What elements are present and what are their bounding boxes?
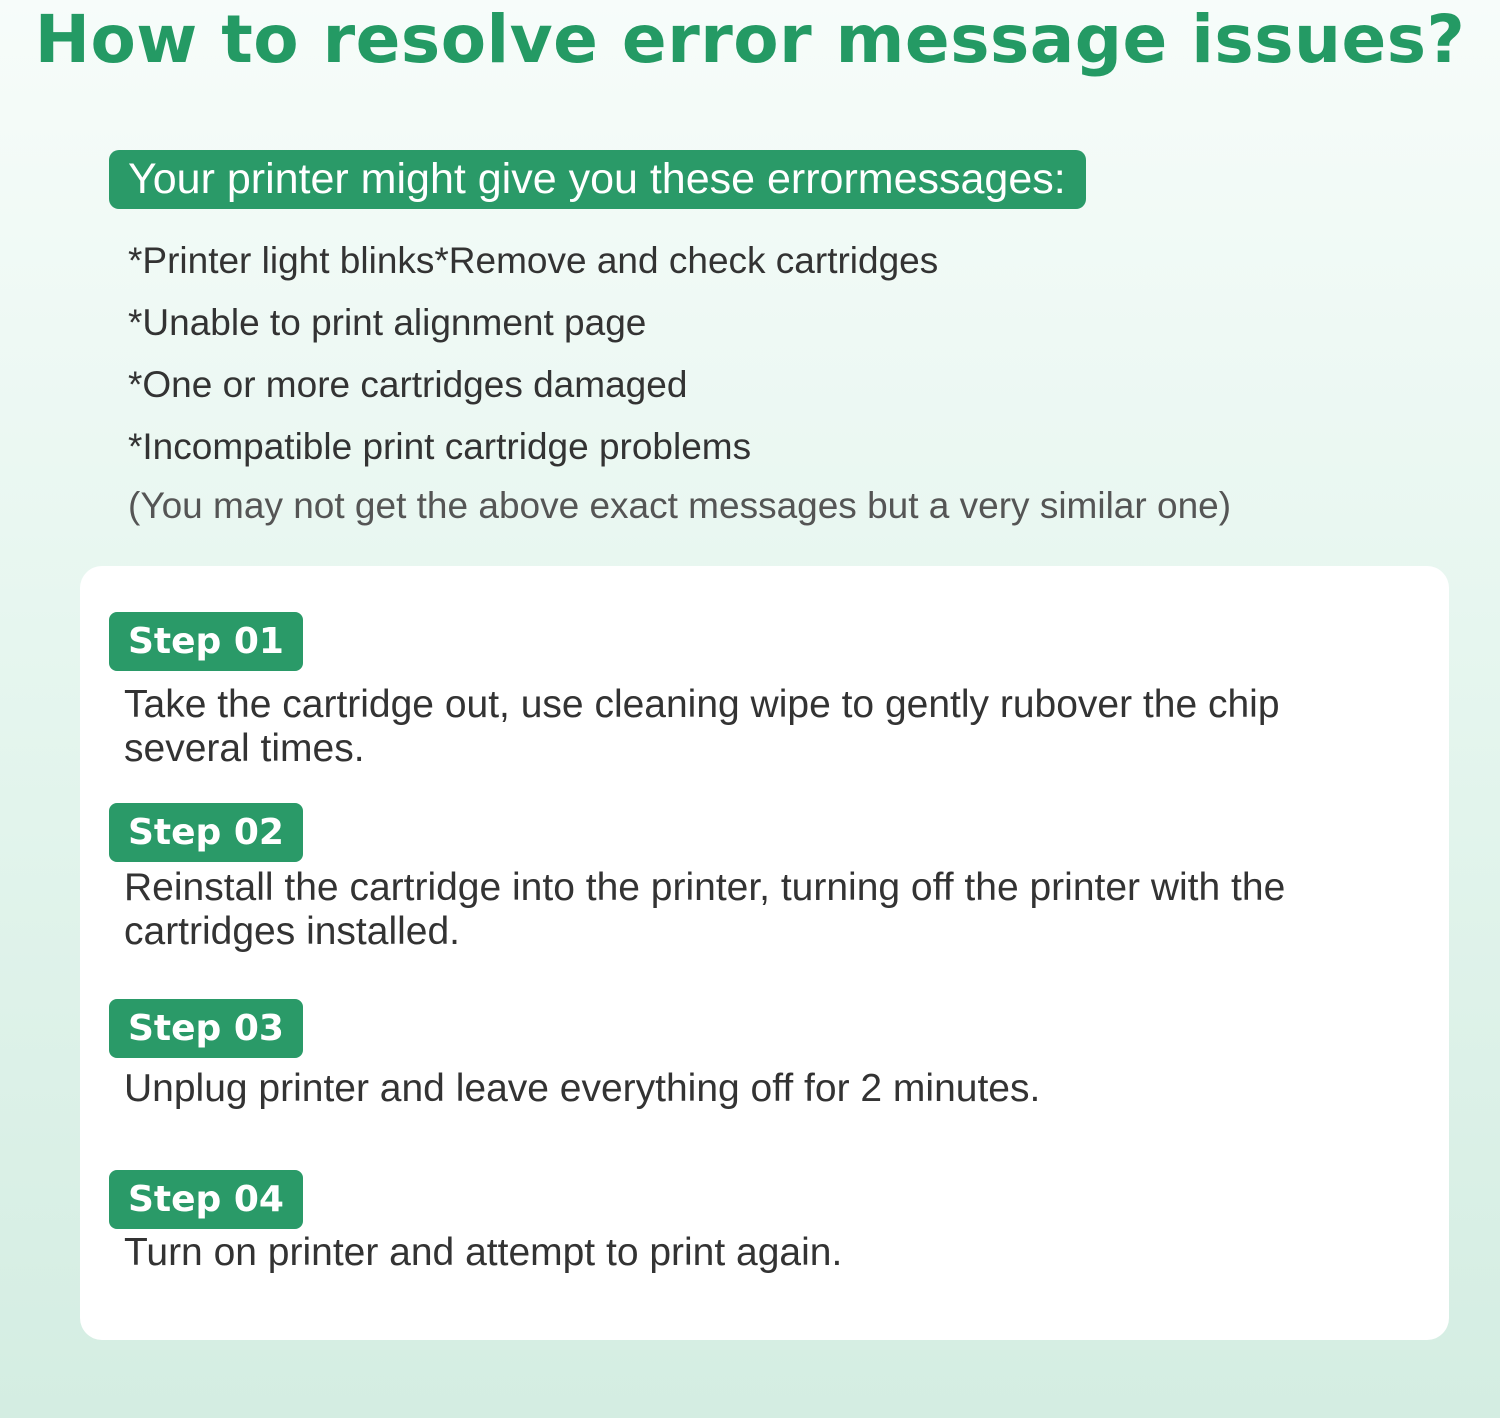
- error-message-item: *Unable to print alignment page: [128, 302, 647, 343]
- error-message-item: *One or more cartridges damaged: [128, 364, 688, 405]
- error-messages-header: Your printer might give you these errormessages:: [109, 150, 1086, 209]
- step-01-badge: Step 01: [109, 612, 303, 671]
- step-01-text: Take the cartridge out, use cleaning wipe to gently rubover the chip several times.: [124, 683, 1280, 770]
- step-03-text: Unplug printer and leave everything off for 2 minutes.: [124, 1067, 1041, 1110]
- step-02-badge: Step 02: [109, 803, 303, 862]
- error-messages-list: [128, 230, 938, 478]
- error-messages-note: (You may not get the above exact messages but a very similar one): [128, 485, 1232, 526]
- step-02-text: Reinstall the cartridge into the printer, turning off the printer with the cartridges installed.: [124, 866, 1286, 953]
- error-message-item: *Incompatible print cartridge problems: [128, 426, 752, 467]
- page-title: How to resolve error message issues?: [34, 1, 1466, 78]
- error-message-item: *Printer light blinks*Remove and check cartridges: [128, 240, 939, 281]
- step-03-badge: Step 03: [109, 999, 303, 1058]
- step-04-badge: Step 04: [109, 1170, 303, 1229]
- step-04-text: Turn on printer and attempt to print again.: [124, 1231, 843, 1274]
